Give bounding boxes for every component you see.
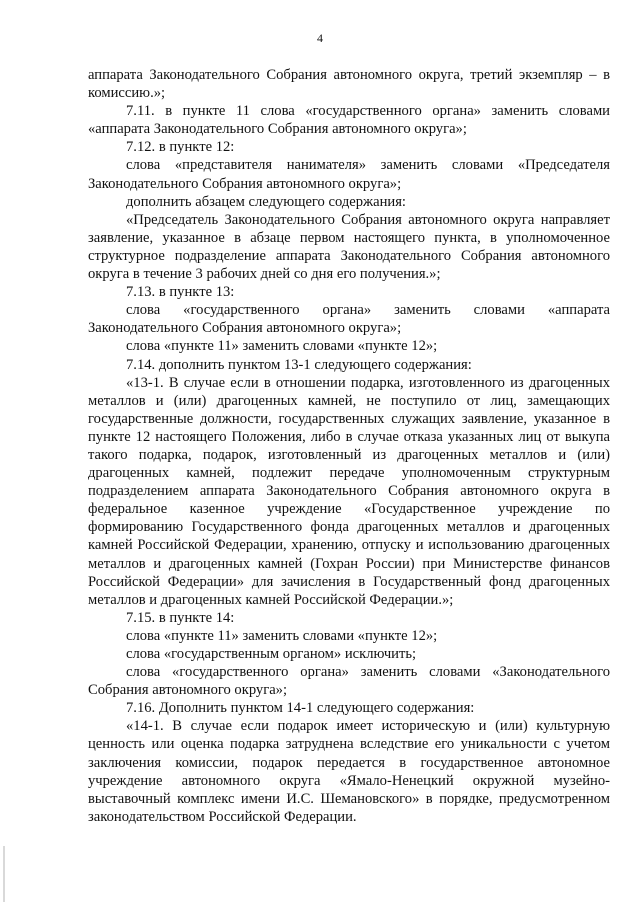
paragraph-12: 7.15. в пункте 14: <box>126 609 235 626</box>
paragraph-11: «13-1. В случае если в отношении подарка, изготовленного из драгоценных металлов и (или) драгоценных камней, не поступило от лиц, замещающих государственные должности, государственных служащих заявление, указанное в пункте 12 настоящего Положения, либо в случае отказа указанных лиц от выкупа такого подарка, подарок, изготовленный из драгоценных металлов и (или) драгоценных камней, подлежит передаче уполномоченным структурным подразделением аппарата Законодательного Собрания автономного округа в федеральное казенное учреждение «Государственное учреждение по формированию Государственного фонда драгоценных металлов и драгоценных камней Российской Федерации, хранению, отпуску и использованию драгоценных металлов и драгоценных камней (Гохран России) при Министерстве финансов Российской Федерации» для зачисления в Государственный фонд драгоценных металлов и драгоценных камней Российской Федерации.»; <box>88 374 610 608</box>
paragraph-7: 7.13. в пункте 13: <box>126 284 235 301</box>
paragraph-16: 7.16. Дополнить пунктом 14-1 следующего содержания: <box>126 700 475 717</box>
document-body <box>88 66 610 826</box>
paragraph-1: аппарата Законодательного Собрания автономного округа, третий экземпляр – в комиссию.»; <box>88 67 610 102</box>
paragraph-15: слова «государственного органа» заменить словами «Законодательного Собрания автономного округа»; <box>88 664 610 699</box>
paragraph-2: 7.11. в пункте 11 слова «государственного органа» заменить словами «аппарата Законодательного Собрания автономного округа»; <box>88 103 610 138</box>
paragraph-4: слова «представителя нанимателя» заменить словами «Председателя Законодательного Собрания автономного округа»; <box>88 157 610 192</box>
paragraph-9: слова «пункте 11» заменить словами «пункте 12»; <box>126 338 438 355</box>
paragraph-8: слова «государственного органа» заменить словами «аппарата Законодательного Собрания автономного округа»; <box>88 302 610 337</box>
paragraph-6: «Председатель Законодательного Собрания автономного округа направляет заявление, указанное в абзаце первом настоящего пункта, в уполномоченное структурное подразделение аппарата Законодательного Собрания автономного округа в течение 3 рабочих дней со дня его получения.»; <box>88 211 610 283</box>
paragraph-5: дополнить абзацем следующего содержания: <box>126 193 406 210</box>
paragraph-17: «14-1. В случае если подарок имеет историческую и (или) культурную ценность или оценка подарка затруднена вследствие его уникальности с учетом заключения комиссии, подарок передается в государственное автономное учреждение автономного округа «Ямало-Ненецкий окружной музейно-выставочный комплекс имени И.С. Шемановского» в порядке, предусмотренном законодательством Российской Федерации. <box>88 718 610 825</box>
paragraph-10: 7.14. дополнить пунктом 13-1 следующего содержания: <box>126 356 472 373</box>
paragraph-3: 7.12. в пункте 12: <box>126 139 235 156</box>
paragraph-13: слова «пункте 11» заменить словами «пункте 12»; <box>126 627 438 644</box>
scan-edge-mark <box>3 846 5 902</box>
page-number: 4 <box>317 31 323 45</box>
paragraph-14: слова «государственным органом» исключить; <box>126 646 417 662</box>
